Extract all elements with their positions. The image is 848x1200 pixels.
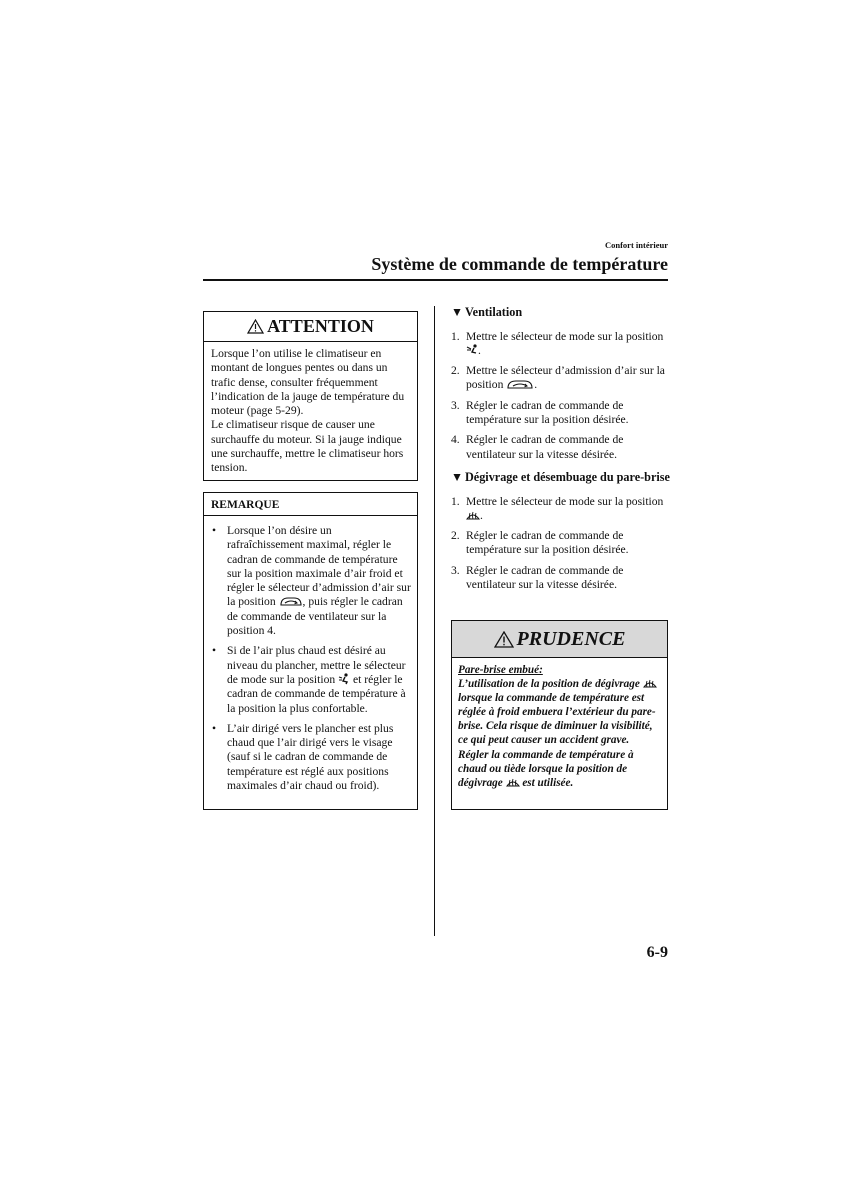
attention-paragraph: Le climatiseur risque de causer une surchauffe du moteur. Si la jauge indique une surchauffe, mettre le climatiseur hors tension. — [211, 418, 404, 475]
prudence-text: L’utilisation de la position de dégivrage lorsque la commande de température est réglée à froid embuera l’extérieur du pare-brise. Cela risque de diminuer la visibilité, ce qui peut causer un accident grave. Régler la commande de température à chaud ou tiède lorsque la position de dégivrage est utilisée. — [458, 678, 656, 789]
step-text: Régler le cadran de commande de température sur la position désirée. — [466, 398, 629, 426]
attention-header — [204, 312, 417, 342]
step-number: 1. — [451, 329, 460, 343]
step-text: Mettre le sélecteur de mode sur la position . — [466, 494, 664, 522]
defroster-icon — [466, 510, 480, 521]
ventilation-heading: ▼ Ventilation — [451, 305, 523, 319]
attention-title: ATTENTION — [267, 316, 374, 336]
page-title: Système de commande de température — [371, 254, 668, 274]
list-item — [451, 364, 671, 393]
ventilation-section — [451, 305, 671, 468]
list-item — [451, 399, 671, 428]
bullet-icon: • — [212, 721, 217, 735]
step-number: 1. — [451, 494, 460, 508]
column-divider — [434, 306, 435, 936]
attention-paragraph: Lorsque l’on utilise le climatiseur en montant de longues pentes ou dans un trafic dense, consulter fréquemment l’indication de la jauge de température du moteur (page 5-29). — [211, 347, 405, 418]
face-vent-icon — [466, 344, 478, 356]
list-item-text: L’air dirigé vers le plancher est plus chaud que l’air dirigé vers le visage (sauf si le cadran de commande de température est réglé aux positions maximales d’air chaud ou froid). — [227, 721, 394, 793]
remarque-box — [203, 492, 418, 810]
recirculation-icon — [279, 595, 303, 607]
list-item — [451, 433, 671, 462]
degivrage-steps — [451, 495, 671, 593]
attention-body — [204, 342, 417, 476]
list-item — [212, 524, 411, 638]
prudence-subtitle: Pare-brise embué: — [458, 664, 543, 676]
list-item — [451, 330, 671, 359]
step-text: Régler le cadran de commande de ventilateur sur la vitesse désirée. — [466, 563, 624, 591]
bullet-icon: • — [212, 644, 217, 658]
list-item — [451, 495, 671, 524]
step-text: Mettre le sélecteur de mode sur la position . — [466, 329, 664, 357]
step-number: 2. — [451, 364, 460, 378]
defroster-icon — [643, 678, 657, 689]
step-number: 3. — [451, 398, 460, 412]
step-number: 3. — [451, 563, 460, 577]
title-rule — [203, 279, 668, 281]
step-text: Régler le cadran de commande de température sur la position désirée. — [466, 529, 629, 557]
list-item-text: Lorsque l’on désire un rafraîchissement maximal, régler le cadran de commande de température sur la position maximale d’air froid et régler le sélecteur d’admission d’air sur la position , puis régler le cadran de commande de ventilateur sur la position 4. — [227, 524, 411, 638]
attention-box — [203, 311, 418, 481]
page-number: 6-9 — [646, 944, 668, 961]
defroster-icon — [506, 777, 520, 788]
section-label: Confort intérieur — [604, 240, 668, 250]
step-number: 2. — [451, 529, 460, 543]
remarque-list — [204, 516, 417, 793]
ventilation-steps — [451, 330, 671, 462]
step-number: 4. — [451, 433, 460, 447]
remarque-title: REMARQUE — [204, 493, 417, 516]
triangle-marker-icon: ▼ — [451, 470, 464, 484]
degivrage-section — [451, 470, 671, 598]
list-item — [451, 564, 671, 593]
prudence-title: PRUDENCE — [516, 627, 626, 650]
degivrage-heading: ▼ Dégivrage et désembuage du pare-brise — [451, 470, 670, 484]
prudence-box — [451, 620, 668, 810]
step-text: Mettre le sélecteur d’admission d’air sur la position . — [466, 364, 665, 392]
warning-triangle-icon — [247, 319, 264, 334]
warning-triangle-icon — [494, 631, 514, 648]
list-item — [451, 529, 671, 558]
list-item — [212, 722, 411, 793]
recirculation-icon — [506, 378, 534, 390]
step-text: Régler le cadran de commande de ventilateur sur la vitesse désirée. — [466, 433, 624, 461]
list-item — [212, 644, 411, 715]
triangle-marker-icon: ▼ — [451, 305, 464, 319]
bi-level-mode-icon — [338, 673, 350, 685]
prudence-body — [452, 658, 667, 790]
list-item-text: Si de l’air plus chaud est désiré au niveau du plancher, mettre le sélecteur de mode sur la position et régler le cadran de commande de température à la position la plus confortable. — [227, 644, 406, 715]
bullet-icon: • — [212, 524, 217, 537]
prudence-header — [452, 621, 667, 658]
